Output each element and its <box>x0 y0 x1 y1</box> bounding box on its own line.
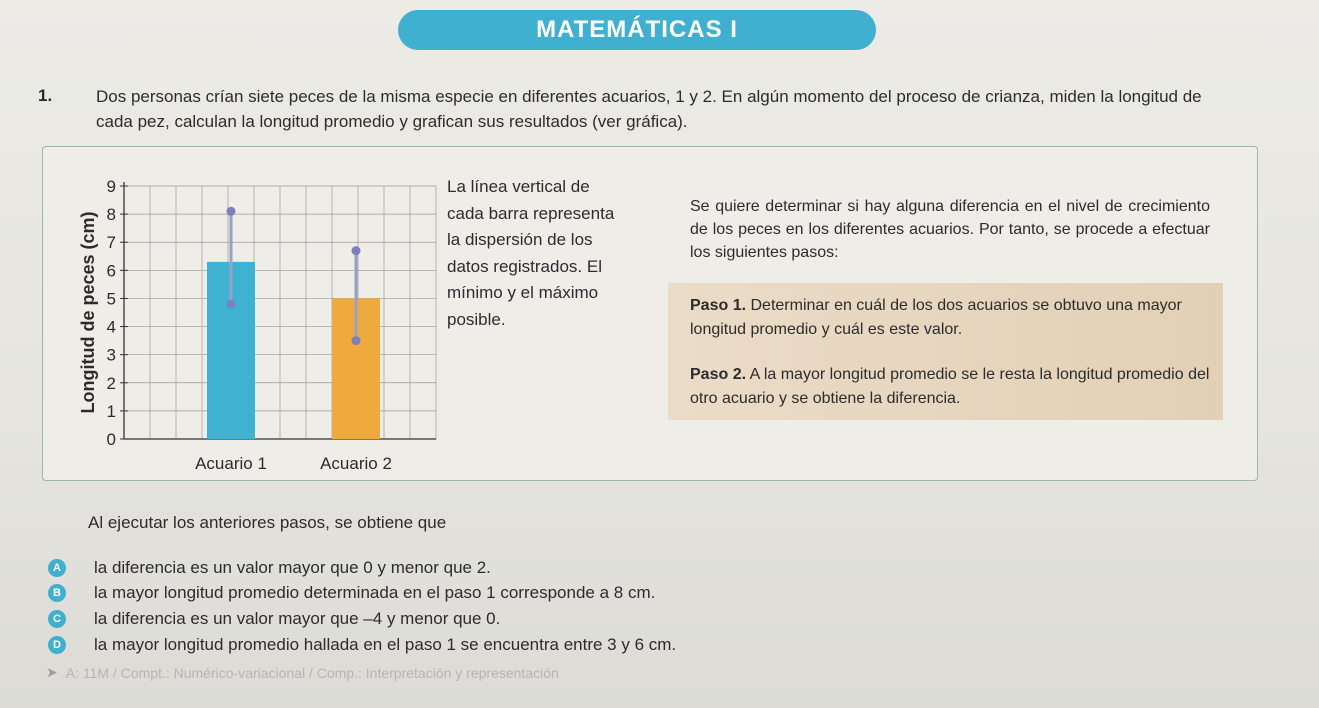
step-2-text: A la mayor longitud promedio se le resta la longitud promedio del otro acuario y se obtiene la diferencia. <box>690 366 1210 407</box>
option-d[interactable] <box>48 632 676 658</box>
y-tick-label: 2 <box>106 373 116 393</box>
y-tick-label: 8 <box>106 205 116 225</box>
subject-title: MATEMÁTICAS I <box>536 16 738 43</box>
error-max-1 <box>227 207 236 216</box>
step-1-text: Determinar en cuál de los dos acuarios se obtuvo una mayor longitud promedio y cuál es este valor. <box>690 297 1182 338</box>
option-b-badge: B <box>48 584 66 602</box>
y-tick-label: 9 <box>106 177 116 196</box>
step-1 <box>690 294 1220 342</box>
option-a[interactable] <box>48 555 491 581</box>
y-tick-label: 4 <box>106 317 116 337</box>
y-tick-label: 6 <box>106 261 116 281</box>
options-lead: Al ejecutar los anteriores pasos, se obtiene que <box>88 513 447 532</box>
bar-chart <box>64 158 444 480</box>
y-tick-label: 1 <box>106 401 116 421</box>
procedure-intro: Se quiere determinar si hay alguna diferencia en el nivel de crecimiento de los peces en los diferentes acuarios. Por tanto, se procede a efectuar los siguientes pasos: <box>690 198 1210 261</box>
step-2 <box>690 363 1220 411</box>
question-number: 1. <box>38 86 53 105</box>
option-a-text: la diferencia es un valor mayor que 0 y menor que 2. <box>94 558 491 577</box>
x-tick-label: Acuario 1 <box>195 454 267 473</box>
option-c[interactable] <box>48 606 500 632</box>
subject-banner <box>398 10 876 50</box>
y-tick-label: 7 <box>106 233 116 253</box>
y-axis-label: Longitud de peces (cm) <box>78 211 98 414</box>
y-tick-label: 0 <box>106 430 116 449</box>
steps-box <box>668 283 1223 420</box>
option-b[interactable] <box>48 580 655 606</box>
competency-text: A: 11M / Compt.: Numérico-variacional / Comp.: Interpretación y representación <box>65 664 559 681</box>
option-d-badge: D <box>48 636 66 654</box>
option-a-badge: A <box>48 559 66 577</box>
step-1-label: Paso 1. <box>690 297 747 314</box>
step-2-label: Paso 2. <box>690 366 747 383</box>
option-b-text: la mayor longitud promedio determinada en el paso 1 corresponde a 8 cm. <box>94 583 656 602</box>
y-tick-label: 3 <box>106 345 116 365</box>
option-d-text: la mayor longitud promedio hallada en el paso 1 se encuentra entre 3 y 6 cm. <box>94 635 677 654</box>
option-c-text: la diferencia es un valor mayor que –4 y menor que 0. <box>94 609 501 628</box>
option-c-badge: C <box>48 610 66 628</box>
error-min-2 <box>352 336 361 345</box>
competency-footer <box>46 664 559 681</box>
error-min-1 <box>227 300 236 309</box>
question-text: Dos personas crían siete peces de la misma especie en diferentes acuarios, 1 y 2. En algún momento del proceso de crianza, miden la longitud de cada pez, calculan la longitud promedio y grafican sus resultados (ver gráfica). <box>96 87 1202 131</box>
x-tick-label: Acuario 2 <box>320 454 392 473</box>
arrow-right-icon: ➤ <box>46 664 58 680</box>
y-tick-label: 5 <box>106 289 116 309</box>
error-max-2 <box>352 246 361 255</box>
chart-note: La línea vertical de cada barra representa la dispersión de los datos registrados. El mínimo y el máximo posible. <box>447 177 615 329</box>
